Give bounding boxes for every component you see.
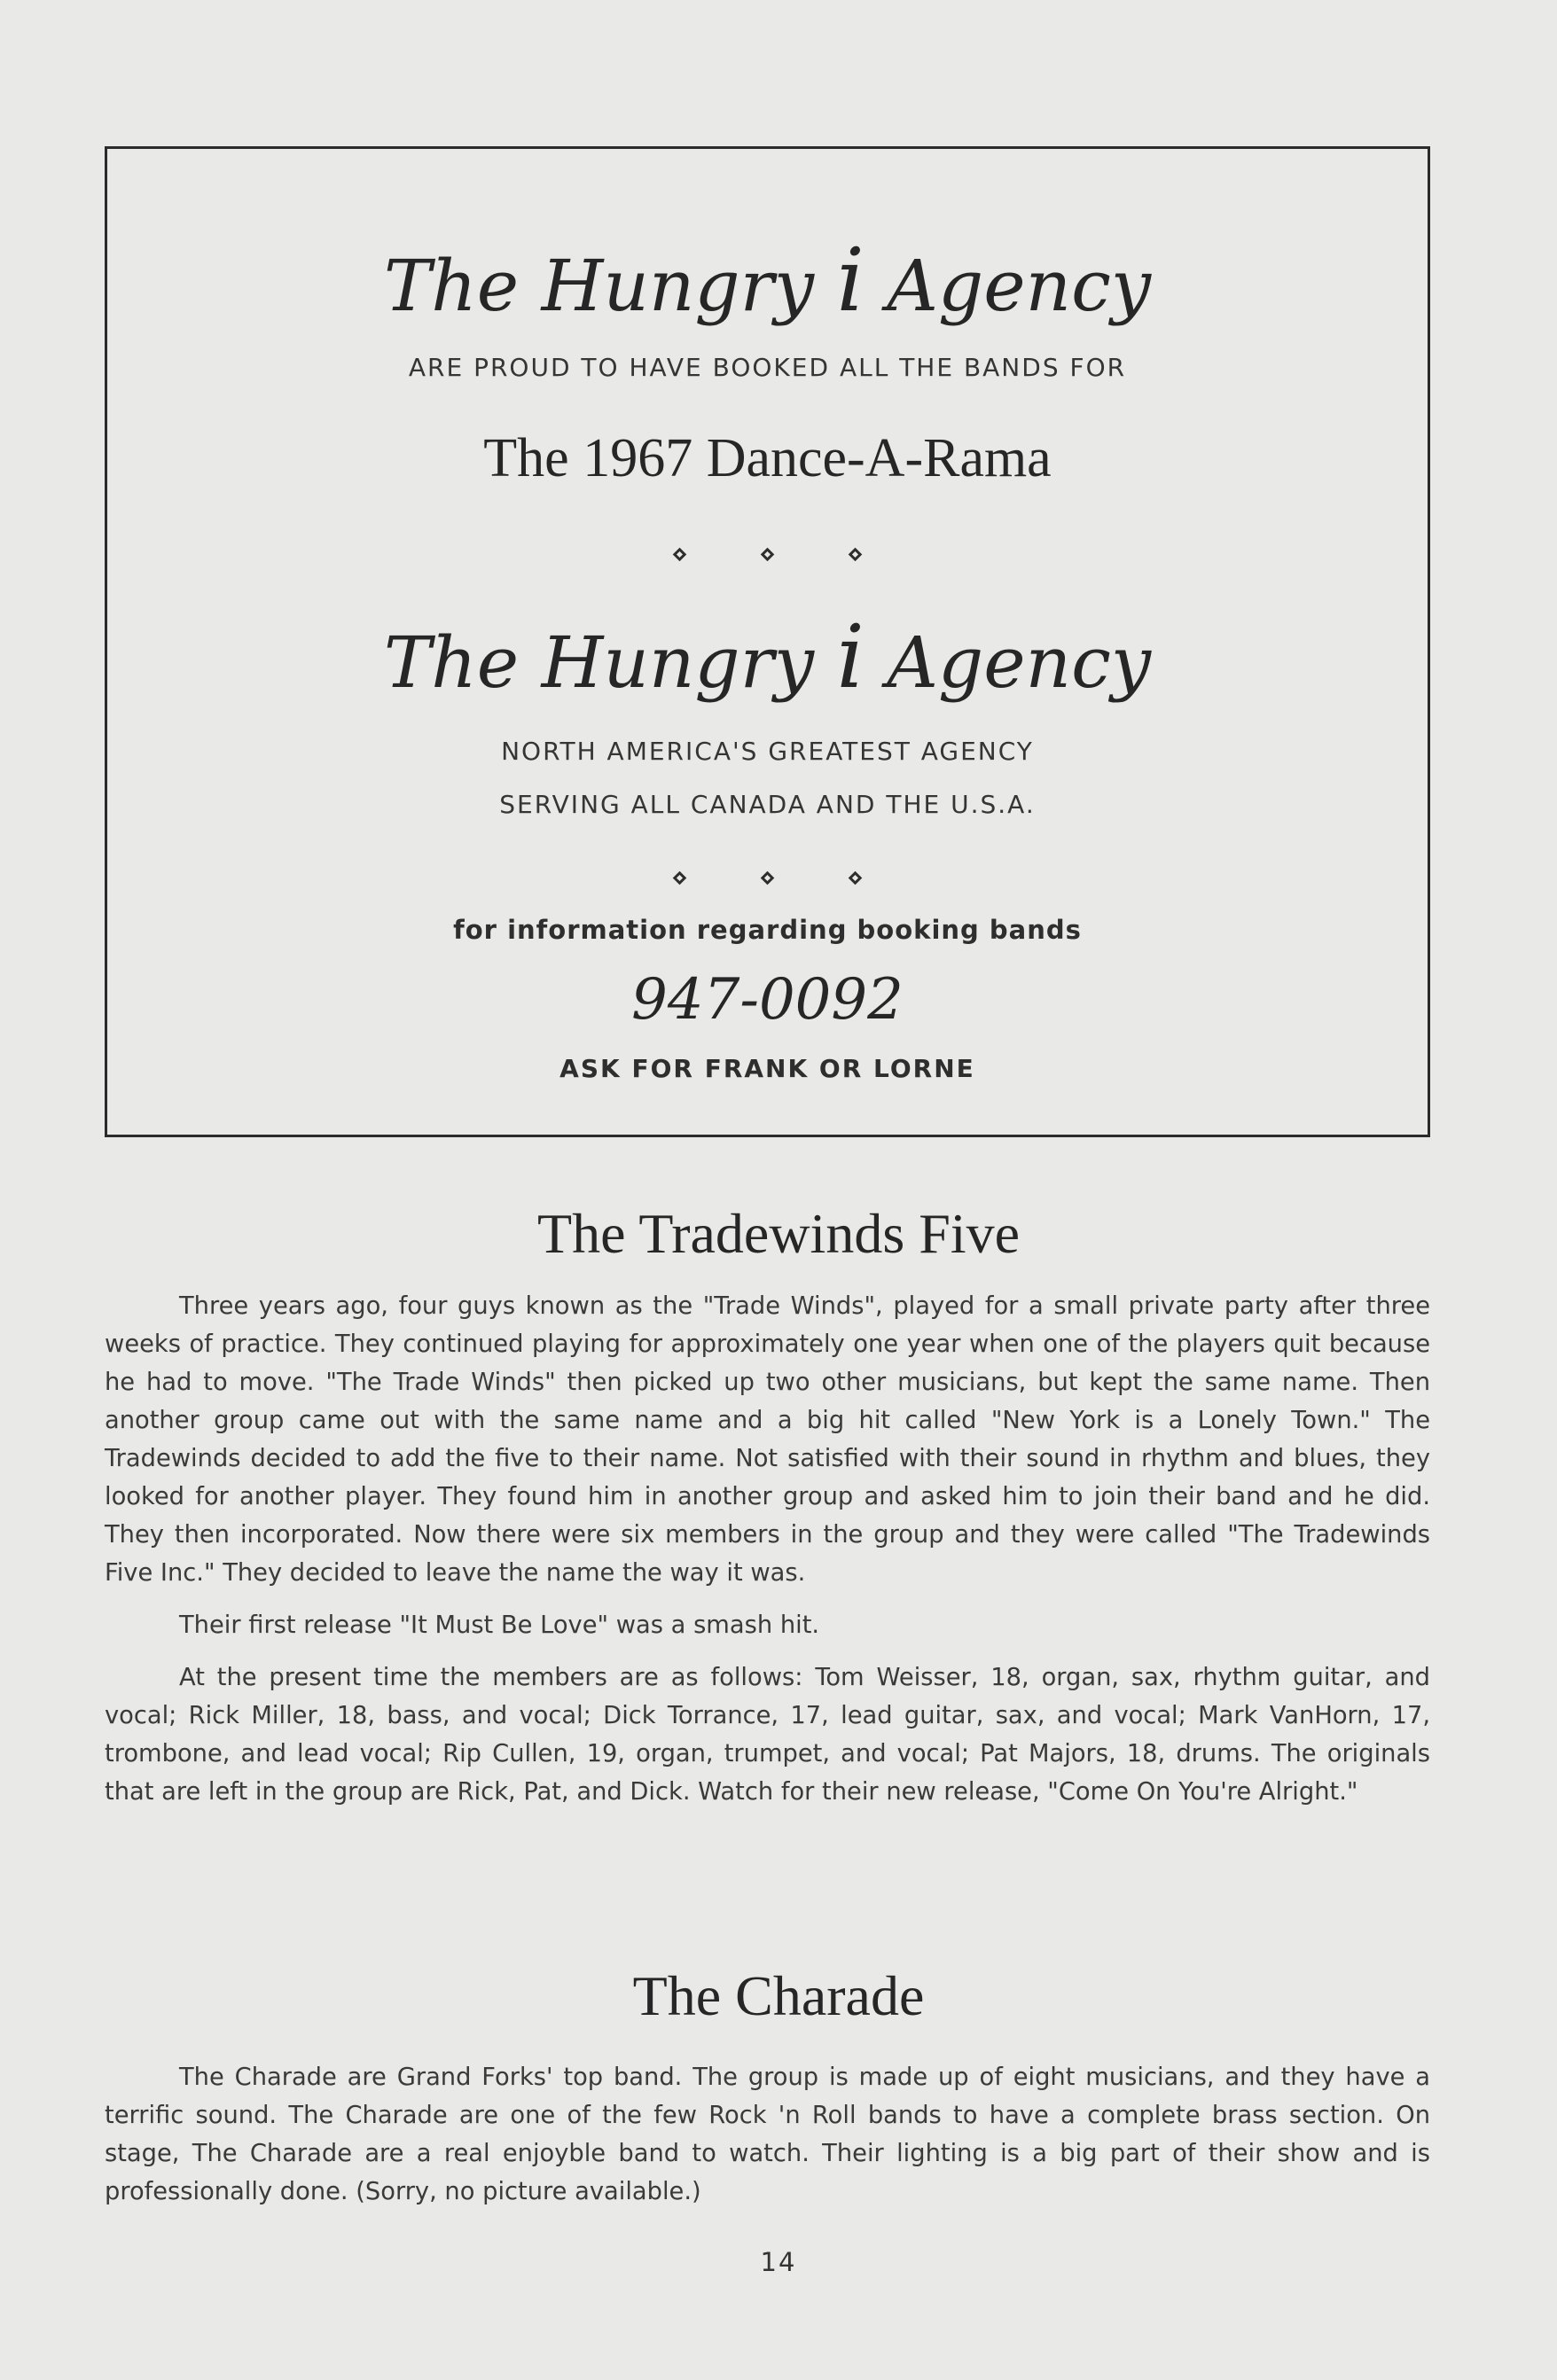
event-title: The 1967 Dance-A-Rama bbox=[483, 428, 1052, 488]
agency-title-top bbox=[107, 230, 1428, 332]
page-number: 14 bbox=[760, 2247, 797, 2277]
agency-title-text: Agency bbox=[864, 621, 1152, 704]
agency-ad-box bbox=[105, 146, 1430, 1137]
diamond-divider bbox=[107, 873, 1428, 883]
tagline-serving: SERVING ALL CANADA AND THE U.S.A. bbox=[499, 790, 1036, 819]
tradewinds-text bbox=[105, 1287, 1430, 1811]
agency-title-text: The Hungry bbox=[383, 621, 837, 704]
agency-title-i: i bbox=[836, 607, 865, 708]
diamond-icon bbox=[849, 548, 863, 562]
diamond-icon bbox=[673, 871, 687, 886]
charade-heading: The Charade bbox=[632, 1964, 925, 2027]
diamond-icon bbox=[761, 548, 775, 562]
phone-number: 947-0092 bbox=[631, 967, 904, 1033]
ask-for-line: ASK FOR FRANK OR LORNE bbox=[559, 1054, 975, 1083]
tradewinds-heading: The Tradewinds Five bbox=[537, 1202, 1020, 1265]
agency-title-bottom bbox=[107, 607, 1428, 708]
diamond-icon bbox=[761, 871, 775, 886]
diamond-divider bbox=[107, 550, 1428, 559]
agency-title-text: Agency bbox=[864, 245, 1152, 327]
agency-title-text: The Hungry bbox=[383, 245, 837, 327]
booking-info: for information regarding booking bands bbox=[453, 915, 1082, 945]
tradewinds-paragraph: At the present time the members are as follows: Tom Weisser, 18, organ, sax, rhythm guitar, and vocal; Rick Miller, 18, bass, and vocal; Dick Torrance, 17, lead guitar, sax, and vocal; Mark VanHorn, 17, trombone, and lead vocal; Rip Cullen, 19, organ, trumpet, and vocal; Pat Majors, 18, drums. The originals that are left in the group are Rick, Pat, and Dick. Watch for their new release, "Come On You're Alright." bbox=[105, 1664, 1430, 1806]
charade-text bbox=[105, 2058, 1430, 2211]
tradewinds-paragraph: Three years ago, four guys known as the "Trade Winds", played for a small private party after three weeks of practice. They continued playing for approximately one year when one of the players quit because he had to move. "The Trade Winds" then picked up two other musicians, but kept the same name. Then another group came out with the same name and a big hit called "New York is a Lonely Town." The Tradewinds decided to add the five to their name. Not satisfied with their sound in rhythm and blues, they looked for another player. They found him in another group and asked him to join their band and he did. They then incorporated. Now there were six members in the group and they were called "The Tradewinds Five Inc." They decided to leave the name the way it was. bbox=[105, 1292, 1430, 1587]
agency-title-i: i bbox=[836, 230, 865, 332]
diamond-icon bbox=[673, 548, 687, 562]
proud-line: ARE PROUD TO HAVE BOOKED ALL THE BANDS FOR bbox=[408, 353, 1127, 382]
tagline-greatest: NORTH AMERICA'S GREATEST AGENCY bbox=[501, 737, 1034, 766]
tradewinds-paragraph: Their first release "It Must Be Love" was a smash hit. bbox=[179, 1611, 820, 1639]
diamond-icon bbox=[849, 871, 863, 886]
charade-paragraph: The Charade are Grand Forks' top band. The group is made up of eight musicians, and they have a terrific sound. The Charade are one of the few Rock 'n Roll bands to have a complete brass section. On stage, The Charade are a real enjoyble band to watch. Their lighting is a big part of their show and is professionally done. (Sorry, no picture available.) bbox=[105, 2064, 1430, 2205]
